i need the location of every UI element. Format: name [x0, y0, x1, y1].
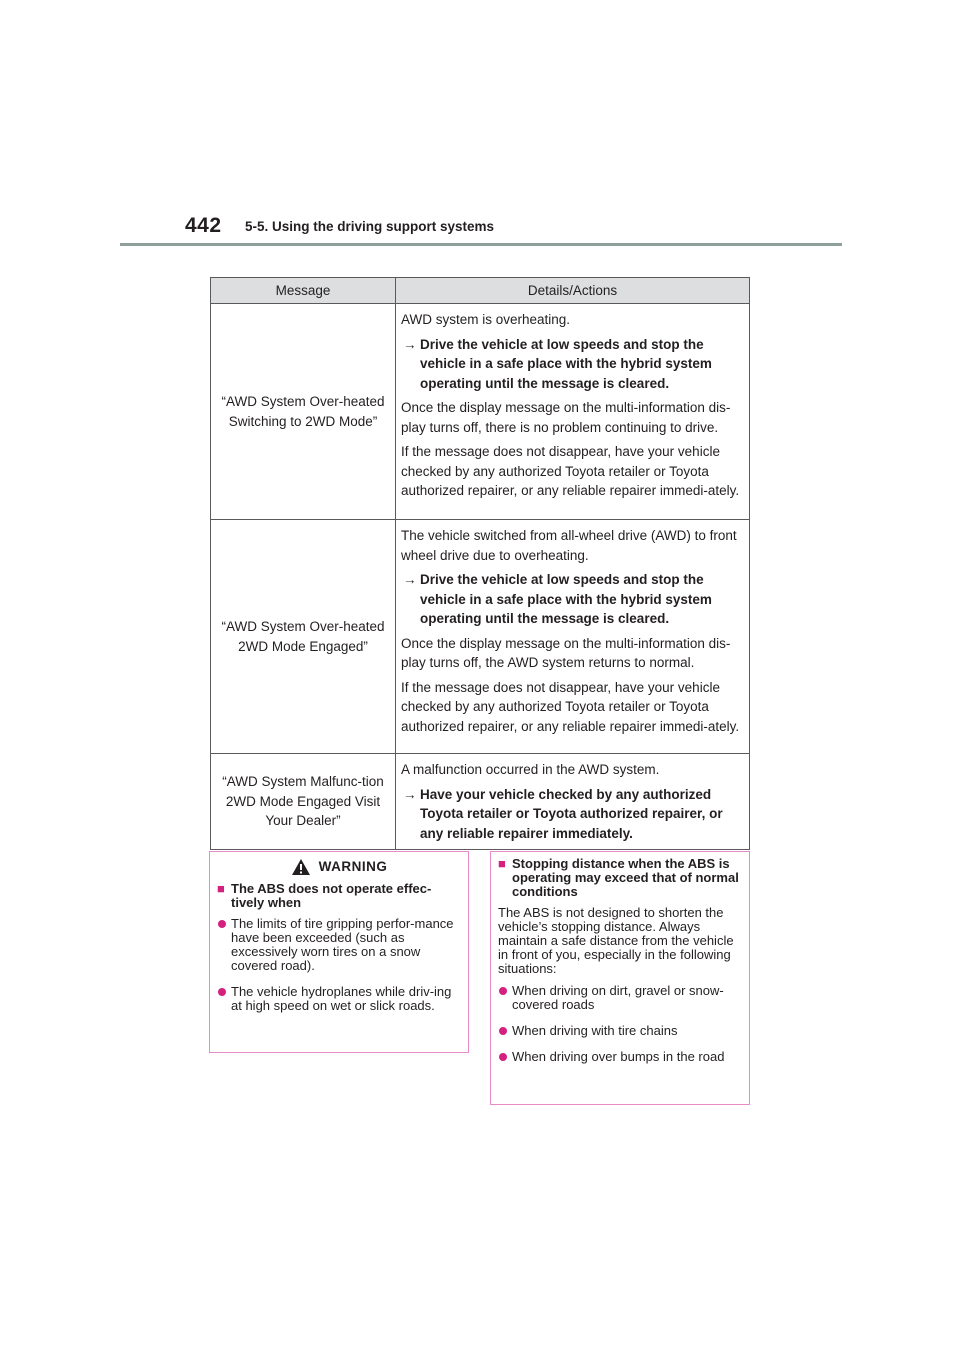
list-item-text: When driving on dirt, gravel or snow-covered roads	[512, 983, 724, 1012]
warning-paragraph: The ABS is not designed to shorten the vehicle’s stopping distance. Always maintain a safe distance from the vehicle in front of you, especially in the following situations:	[498, 905, 734, 976]
warning-heading	[217, 882, 460, 910]
warning-box-right	[490, 851, 750, 1105]
action-item	[401, 785, 743, 844]
action-item	[401, 570, 743, 629]
list-item	[217, 985, 460, 1013]
warning-header	[210, 852, 468, 882]
list-item	[498, 1024, 741, 1038]
bullet-dot-icon	[499, 987, 507, 995]
detail-text: If the message does not disappear, have your vehicle checked by any authorized Toyota retailer or Toyota authorized repairer, or any reliable repairer immedi-ately.	[401, 679, 740, 734]
warning-box-left	[209, 851, 469, 1053]
header-rule	[120, 243, 842, 246]
square-bullet-icon: ■	[217, 881, 225, 896]
detail-text: AWD system is overheating.	[401, 312, 571, 327]
arrow-icon: →	[403, 336, 417, 352]
list-item-text: The limits of tire gripping perfor-mance have been exceeded (such as excessively worn tires on a snow covered road).	[231, 916, 454, 973]
arrow-icon: →	[403, 572, 417, 587]
warning-title: WARNING	[318, 859, 388, 874]
table-row	[211, 754, 750, 850]
arrow-icon: →	[403, 786, 417, 802]
bullet-dot-icon	[499, 1053, 507, 1061]
message-cell: “AWD System Over-heated 2WD Mode Engaged”	[211, 520, 396, 754]
bullet-dot-icon	[218, 988, 226, 996]
detail-text: Once the display message on the multi-information dis-play turns off, the AWD system returns to normal.	[401, 635, 731, 670]
bullet-dot-icon	[499, 1027, 507, 1035]
message-table	[210, 277, 750, 850]
warning-heading	[498, 857, 741, 899]
list-item	[217, 917, 460, 973]
table-row	[211, 520, 750, 754]
details-cell	[396, 520, 750, 754]
action-text: Have your vehicle checked by any authorized Toyota retailer or Toyota authorized repairer, or any reliable repairer immediately.	[420, 786, 723, 841]
details-cell	[396, 304, 750, 520]
list-item-text: When driving over bumps in the road	[512, 1049, 725, 1064]
column-header-details: Details/Actions	[396, 278, 750, 304]
detail-text: If the message does not disappear, have your vehicle checked by any authorized Toyota retailer or Toyota authorized repairer, or any reliable repairer immedi-ately.	[401, 444, 740, 498]
message-cell: “AWD System Malfunc-tion 2WD Mode Engaged Visit Your Dealer”	[211, 754, 396, 850]
table-row	[211, 304, 750, 520]
section-title: 5-5. Using the driving support systems	[245, 219, 495, 234]
square-bullet-icon: ■	[498, 856, 506, 871]
list-item-text: The vehicle hydroplanes while driv-ing at high speed on wet or slick roads.	[231, 984, 452, 1013]
action-text: Drive the vehicle at low speeds and stop the vehicle in a safe place with the hybrid system operating until the message is cleared.	[420, 572, 712, 626]
warning-triangle-icon	[291, 858, 311, 876]
list-item	[498, 1050, 741, 1064]
list-item-text: When driving with tire chains	[512, 1023, 678, 1038]
table-header-row	[211, 278, 750, 304]
detail-text: Once the display message on the multi-information dis-play turns off, there is no problem continuing to drive.	[401, 400, 731, 435]
warning-heading-text: Stopping distance when the ABS is operating may exceed that of normal conditions	[512, 856, 739, 899]
bullet-dot-icon	[218, 920, 226, 928]
action-text: Drive the vehicle at low speeds and stop the vehicle in a safe place with the hybrid system operating until the message is cleared.	[420, 336, 712, 391]
detail-text: A malfunction occurred in the AWD system.	[401, 762, 660, 777]
list-item	[498, 984, 741, 1012]
message-cell: “AWD System Over-heated Switching to 2WD Mode”	[211, 304, 396, 520]
action-item	[401, 335, 743, 394]
details-cell	[396, 754, 750, 850]
page-number: 442	[185, 214, 222, 237]
detail-text: The vehicle switched from all-wheel drive (AWD) to front wheel drive due to overheating.	[401, 528, 737, 563]
warning-heading-text: The ABS does not operate effec-tively when	[231, 881, 432, 910]
column-header-message: Message	[211, 278, 396, 304]
